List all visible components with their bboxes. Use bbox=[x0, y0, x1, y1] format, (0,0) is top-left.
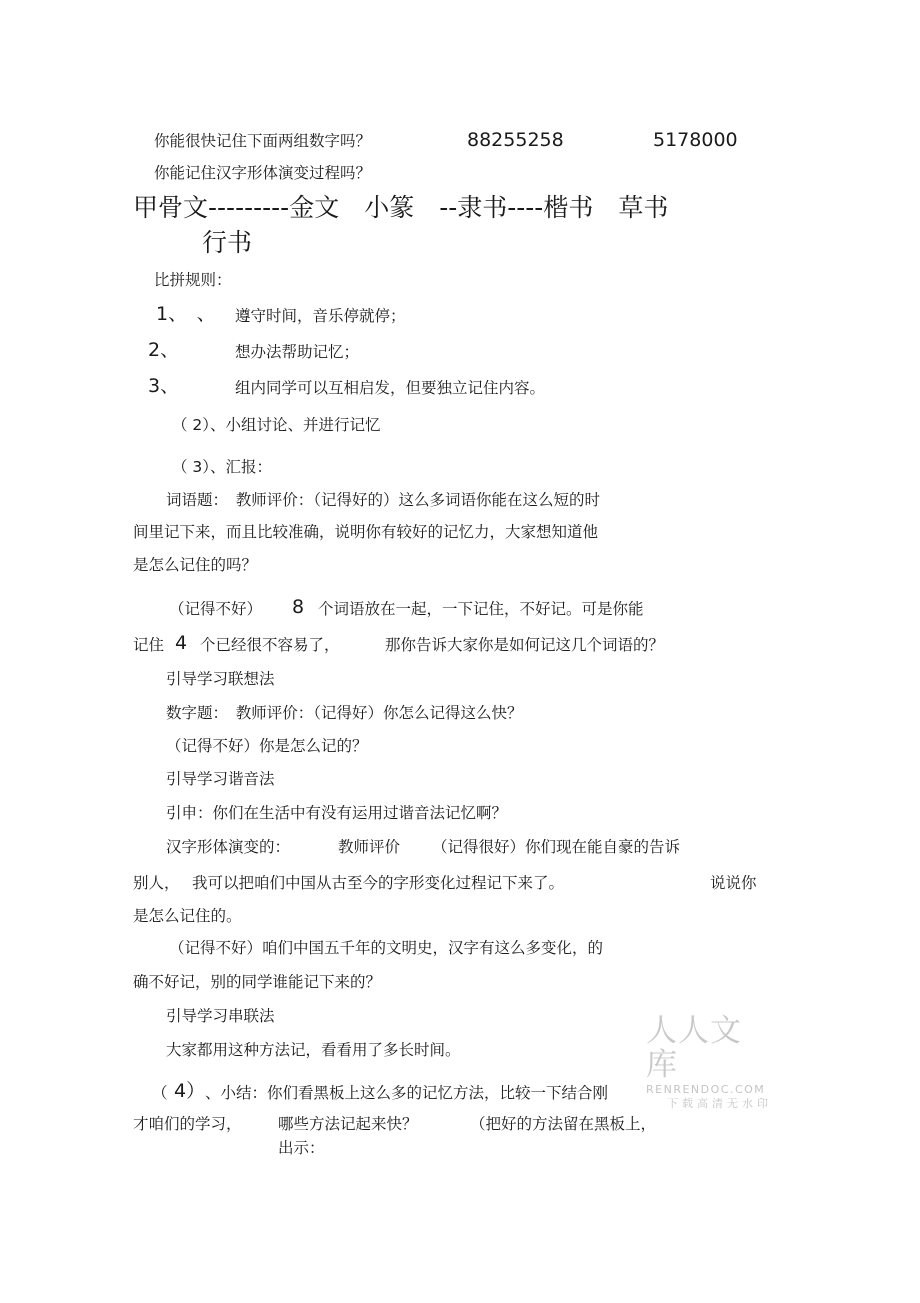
step-2: （ 2）、小组讨论、并进行记忆 bbox=[172, 416, 381, 434]
han-line-2a: 别人， bbox=[133, 874, 180, 892]
ci-paragraph-line-3: 是怎么记住的吗？ bbox=[133, 556, 258, 574]
watermark-title: 人人文库 bbox=[646, 1013, 742, 1083]
shu-bad-line: （记得不好）你是怎么记的？ bbox=[166, 737, 368, 755]
han-line-2b: 我可以把咱们中国从古至今的字形变化过程记下来了。 bbox=[192, 874, 565, 892]
evolution-line-1: 甲骨文---------金文 小篆 --隶书----楷书 草书 bbox=[133, 193, 669, 222]
ci-bad-line-1a: （记得不好） bbox=[169, 600, 263, 618]
han-line-1c: （记得很好）你们现在能自豪的告诉 bbox=[432, 838, 681, 856]
ci-bad-line-2c: 那你告诉大家你是如何记这几个词语的？ bbox=[385, 636, 665, 654]
evolution-line-2: 行书 bbox=[202, 228, 253, 257]
ci-bad-line-2-number: 4 bbox=[175, 632, 188, 654]
han-bad-line-1: （记得不好）咱们中国五千年的文明史，汉字有这么多变化，的 bbox=[169, 939, 604, 957]
guide-association: 引导学习联想法 bbox=[166, 670, 275, 688]
q2: 你能记住汉字形体演变过程吗？ bbox=[154, 164, 372, 182]
han-line-3: 是怎么记住的。 bbox=[133, 907, 242, 925]
guide-chain: 引导学习串联法 bbox=[166, 1007, 275, 1025]
han-bad-line-2: 确不好记，别的同学谁能记下来的？ bbox=[133, 973, 382, 991]
shu-line: 数字题： 教师评价：（记得好）你怎么记得这么快？ bbox=[166, 704, 523, 722]
ci-bad-line-2a: 记住 bbox=[133, 636, 165, 654]
watermark bbox=[646, 1014, 772, 1110]
summary-line-3: 出示： bbox=[278, 1139, 325, 1157]
ci-bad-line-1-number: 8 bbox=[292, 596, 305, 618]
guide-homophone: 引导学习谐音法 bbox=[166, 770, 275, 788]
number-group-1: 88255258 bbox=[467, 129, 564, 151]
summary-line-2a: 才咱们的学习， bbox=[133, 1115, 242, 1133]
rule-2-text: 想办法帮助记忆； bbox=[235, 343, 360, 361]
time-line: 大家都用这种方法记，看看用了多长时间。 bbox=[166, 1041, 461, 1059]
rule-1-number: 1、 、 bbox=[156, 303, 216, 325]
ci-bad-line-1b: 个词语放在一起，一下记住，不好记。可是你能 bbox=[318, 600, 644, 618]
step-4-open-paren: （ bbox=[152, 1084, 168, 1102]
summary-line-2c: （把好的方法留在黑板上， bbox=[470, 1115, 657, 1133]
yinshen-line: 引申：你们在生活中有没有运用过谐音法记忆啊？ bbox=[166, 804, 508, 822]
rule-3-text: 组内同学可以互相启发，但要独立记住内容。 bbox=[235, 379, 546, 397]
ci-paragraph-line-1: 词语题： 教师评价：（记得好的）这么多词语你能在这么短的时 bbox=[166, 491, 601, 509]
rule-3-number: 3、 bbox=[148, 375, 180, 397]
han-line-2c: 说说你 bbox=[710, 874, 757, 892]
han-line-1b: 教师评价 bbox=[338, 838, 401, 856]
watermark-url: RENRENDOC.COM bbox=[646, 1083, 766, 1096]
ci-paragraph-line-2: 间里记下来，而且比较准确，说明你有较好的记忆力，大家想知道他 bbox=[133, 523, 599, 541]
step-3: （ 3）、汇报： bbox=[172, 458, 273, 476]
q1: 你能很快记住下面两组数字吗？ bbox=[154, 132, 372, 150]
number-group-2: 5178000 bbox=[653, 129, 738, 151]
watermark-subtitle: 下载高清无水印 bbox=[667, 1097, 772, 1110]
summary-line-2b: 哪些方法记起来快？ bbox=[278, 1115, 418, 1133]
ci-bad-line-2b: 个已经很不容易了， bbox=[200, 636, 340, 654]
rule-2-number: 2、 bbox=[148, 339, 180, 361]
step-4-number: 4） bbox=[174, 1080, 206, 1102]
rules-title: 比拼规则： bbox=[154, 271, 232, 289]
rule-1-text: 遵守时间，音乐停就停； bbox=[235, 307, 406, 325]
step-4-text: 、小结：你们看黑板上这么多的记忆方法，比较一下结合刚 bbox=[205, 1084, 609, 1102]
han-line-1a: 汉字形体演变的： bbox=[166, 838, 291, 856]
